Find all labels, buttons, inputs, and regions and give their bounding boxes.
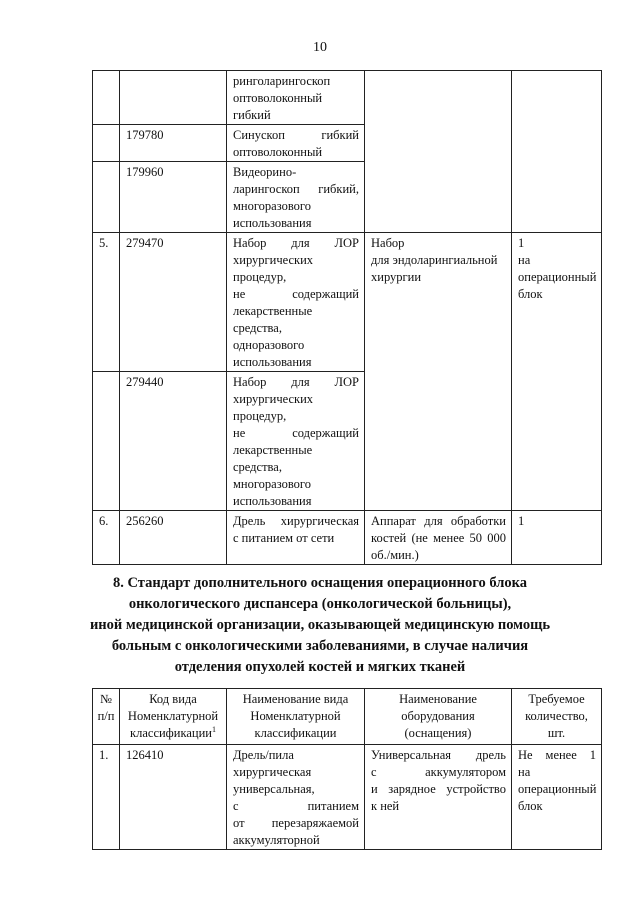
table-row xyxy=(93,233,602,372)
header-equipment: Наименование оборудования (оснащения) xyxy=(365,689,512,745)
header-quantity: Требуемое количество, шт. xyxy=(512,689,602,745)
section-heading xyxy=(0,573,640,678)
table-header-row xyxy=(93,689,602,745)
table-row xyxy=(93,511,602,565)
code-cell: 126410 xyxy=(120,745,227,850)
row-number-cell xyxy=(93,372,120,511)
table-row xyxy=(93,745,602,850)
equipment-cell: Аппарат для обработки костей (не менее 50 000 об./мин.) xyxy=(365,511,512,565)
quantity-cell: Не менее 1 на операционный блок xyxy=(512,745,602,850)
table-row xyxy=(93,71,602,125)
code-cell: 179780 xyxy=(120,125,227,162)
quantity-cell xyxy=(512,71,602,233)
header-code: Код вида Номенклатурной классификации$^1$ xyxy=(120,689,227,745)
header-num: № п/п xyxy=(93,689,120,745)
page-number: 10 xyxy=(313,40,327,55)
name-cell: Дрель хирургическая с питанием от сети xyxy=(227,511,365,565)
row-number-cell: 6. xyxy=(93,511,120,565)
quantity-cell: 1 xyxy=(512,511,602,565)
name-cell: Дрель/пила хирургическая универсальная, с питанием от перезаряжаемой аккумуляторной xyxy=(227,745,365,850)
equipment-cell xyxy=(365,71,512,233)
name-cell: ринголарингоскоп оптоволоконный гибкий xyxy=(227,71,365,125)
equipment-cell: Универсальная дрель с аккумулятором и зарядное устройство к ней xyxy=(365,745,512,850)
name-cell: Видеорино- ларингоскоп гибкий, многоразового использования xyxy=(227,162,365,233)
heading-line: больным с онкологическими заболеваниями, в случае наличия xyxy=(111,638,529,654)
row-number-cell: 5. xyxy=(93,233,120,372)
name-cell: Синускоп гибкий оптоволоконный xyxy=(227,125,365,162)
equipment-table-continued xyxy=(92,70,602,565)
code-cell xyxy=(120,71,227,125)
row-number-cell: 1. xyxy=(93,745,120,850)
equipment-standard-table xyxy=(92,688,602,850)
code-cell: 256260 xyxy=(120,511,227,565)
header-name: Наименование вида Номенклатурной классификации xyxy=(227,689,365,745)
name-cell: Набор для ЛОР хирургических процедур, не содержащий лекарственные средства, одноразового использования xyxy=(227,233,365,372)
equipment-cell: Набор для эндоларингиальной хирургии xyxy=(365,233,512,511)
heading-line: 8. Стандарт дополнительного оснащения операционного блока xyxy=(113,575,527,591)
heading-line: отделения опухолей костей и мягких тканей xyxy=(174,659,466,675)
code-cell: 179960 xyxy=(120,162,227,233)
code-cell: 279440 xyxy=(120,372,227,511)
heading-line: иной медицинской организации, оказывающей медицинскую помощь xyxy=(89,617,551,633)
row-number-cell xyxy=(93,71,120,125)
code-cell: 279470 xyxy=(120,233,227,372)
footnote-marker: 1 xyxy=(211,724,216,734)
row-number-cell xyxy=(93,125,120,162)
quantity-cell: 1 на операционный блок xyxy=(512,233,602,511)
row-number-cell xyxy=(93,162,120,233)
name-cell: Набор для ЛОР хирургических процедур, не содержащий лекарственные средства, многоразового использования xyxy=(227,372,365,511)
heading-line: онкологического диспансера (онкологической больницы), xyxy=(128,596,512,612)
